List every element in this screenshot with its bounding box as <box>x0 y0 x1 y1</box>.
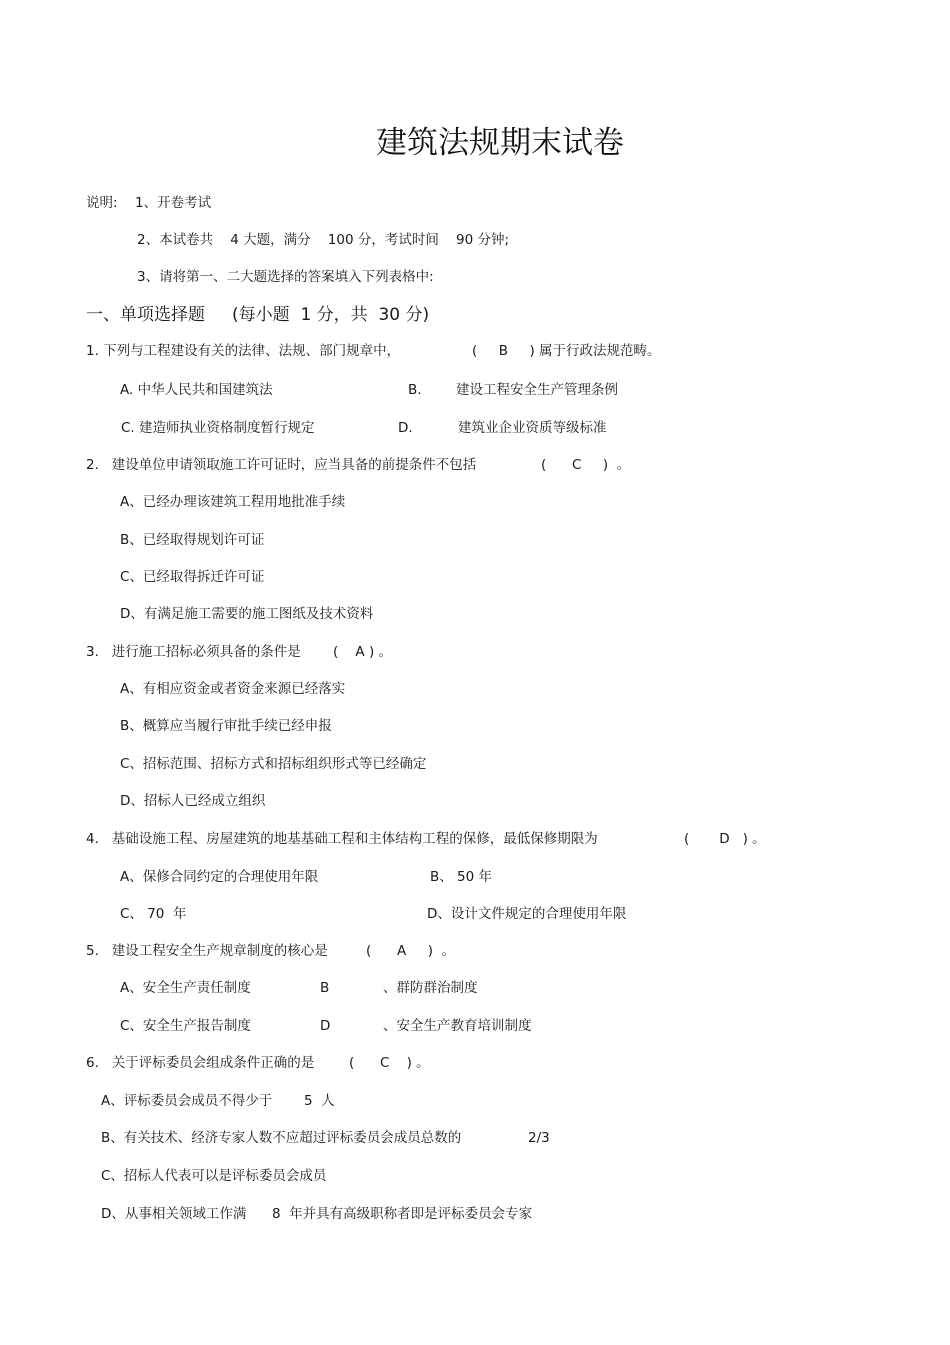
answer-paren: ( C ) 。 <box>349 1055 430 1071</box>
option-c: C、安全生产报告制度 <box>120 1018 251 1034</box>
option-b: B、概算应当履行审批手续已经申报 <box>120 718 332 734</box>
option-b: 、群防群治制度 <box>383 980 478 996</box>
option-d-number: 8 年并具有高级职称者即是评标委员会专家 <box>272 1206 533 1222</box>
option-b: B、已经取得规划许可证 <box>120 532 265 548</box>
question-stem: 4. 基础设施工程、房屋建筑的地基基础工程和主体结构工程的保修，最低保修期限为 <box>86 831 598 847</box>
option-b: B、 50 年 <box>430 869 493 885</box>
option-d-letter: D. <box>398 420 413 436</box>
option-a: A、有相应资金或者资金来源已经落实 <box>120 681 346 697</box>
option-a: A、已经办理该建筑工程用地批准手续 <box>120 494 346 510</box>
option-c: C、招标人代表可以是评标委员会成员 <box>101 1168 327 1184</box>
page-title: 建筑法规期末试卷 <box>376 125 624 161</box>
answer-paren: ( A ) 。 <box>366 943 456 959</box>
option-c: C、 70 年 <box>120 906 187 922</box>
option-b-letter: B. <box>408 382 422 398</box>
question-stem: 5. 建设工程安全生产规章制度的核心是 <box>86 943 328 959</box>
notes-label: 说明: <box>86 195 118 211</box>
option-b-letter: B <box>320 980 330 996</box>
option-a: A、保修合同约定的合理使用年限 <box>120 869 319 885</box>
option-d: D、有满足施工需要的施工图纸及技术资料 <box>120 606 374 622</box>
answer-paren: ( A ) 。 <box>333 644 393 660</box>
question-stem: 3. 进行施工招标必须具备的条件是 <box>86 644 301 660</box>
note-2: 2、本试卷共 4 大题，满分 100 分，考试时间 90 分钟; <box>137 232 510 248</box>
section-heading-1: 一、单项选择题 (每小题 1 分，共 30 分) <box>86 305 430 325</box>
option-b: B、有关技术、经济专家人数不应超过评标委员会成员总数的 <box>101 1130 462 1146</box>
option-c: C. 建造师执业资格制度暂行规定 <box>121 420 315 436</box>
option-d-letter: D <box>320 1018 331 1034</box>
answer-paren: ( C ) 。 <box>541 457 631 473</box>
question-tail: 属于行政法规范畴。 <box>539 343 661 359</box>
option-b-number: 2/3 <box>528 1130 550 1146</box>
option-a: A. 中华人民共和国建筑法 <box>120 382 273 398</box>
note-3: 3、请将第一、二大题选择的答案填入下列表格中: <box>137 269 434 285</box>
note-1: 1、开卷考试 <box>135 195 212 211</box>
answer-paren: ( D ) 。 <box>684 831 766 847</box>
question-stem: 6. 关于评标委员会组成条件正确的是 <box>86 1055 315 1071</box>
question-stem: 1. 下列与工程建设有关的法律、法规、部门规章中， <box>86 343 401 359</box>
option-d: D、招标人已经成立组织 <box>120 793 266 809</box>
option-d: D、设计文件规定的合理使用年限 <box>427 906 627 922</box>
question-stem: 2. 建设单位申请领取施工许可证时，应当具备的前提条件不包括 <box>86 457 477 473</box>
option-c: C、已经取得拆迁许可证 <box>120 569 265 585</box>
option-d: 、安全生产教育培训制度 <box>383 1018 532 1034</box>
option-b: 建设工程安全生产管理条例 <box>456 382 618 398</box>
option-a: A、评标委员会成员不得少于 <box>101 1093 273 1109</box>
option-a-number: 5 人 <box>304 1093 335 1109</box>
answer-paren: ( B ) <box>472 343 535 359</box>
option-c: C、招标范围、招标方式和招标组织形式等已经确定 <box>120 756 427 772</box>
option-a: A、安全生产责任制度 <box>120 980 251 996</box>
option-d: 建筑业企业资质等级标准 <box>458 420 607 436</box>
option-d: D、从事相关领域工作满 <box>101 1206 247 1222</box>
